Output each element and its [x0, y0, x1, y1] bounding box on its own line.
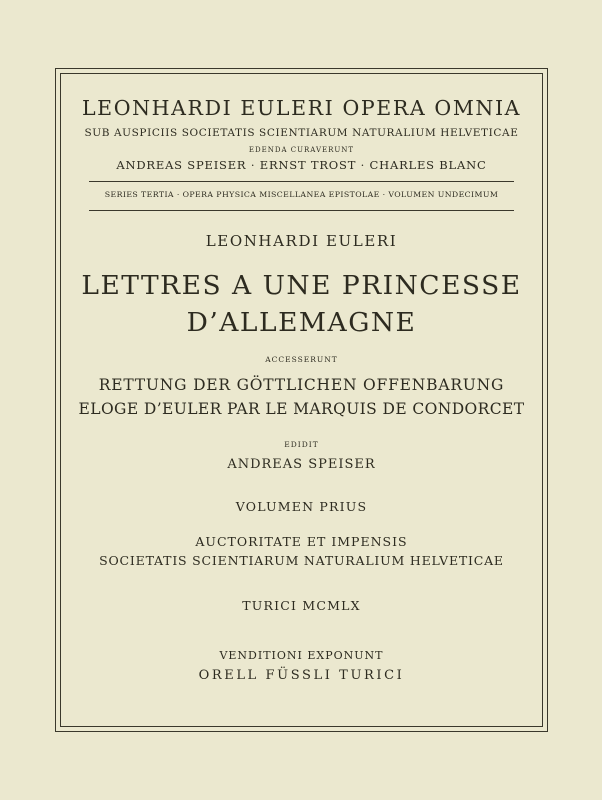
volume-number: VOLUMEN PRIUS — [235, 499, 368, 514]
accesserunt-label: ACCESSERUNT — [265, 355, 338, 364]
volume-editor: ANDREAS SPEISER — [227, 457, 376, 472]
collection-title: LEONHARDI EULERI OPERA OMNIA — [81, 96, 522, 120]
addition-line-2: ELOGE D’EULER PAR LE MARQUIS DE CONDORCET — [78, 400, 525, 418]
header-rule-top — [89, 181, 514, 182]
auctoritate-line-2: SOCIETATIS SCIENTIARUM NATURALIUM HELVETICAE — [99, 553, 504, 568]
publisher-name: ORELL FÜSSLI TURICI — [198, 668, 405, 683]
place-date: TURICI MCMLX — [242, 598, 361, 613]
work-title-line-1: LETTRES A UNE PRINCESSE — [81, 270, 522, 301]
header-rule-bottom — [89, 210, 514, 211]
series-editors: ANDREAS SPEISER · ERNST TROST · CHARLES BLANC — [116, 158, 487, 172]
auspices-line: SUB AUSPICIIS SOCIETATIS SCIENTIARUM NATURALIUM HELVETICAE — [84, 127, 519, 139]
work-title-line-2: D’ALLEMAGNE — [186, 307, 417, 338]
addition-line-1: RETTUNG DER GÖTTLICHEN OFFENBARUNG — [98, 376, 505, 394]
edidit-label: EDIDIT — [284, 440, 319, 449]
series-line: SERIES TERTIA · OPERA PHYSICA MISCELLANEA EPISTOLAE · VOLUMEN UNDECIMUM — [104, 190, 499, 199]
edenda-label: EDENDA CURAVERUNT — [248, 146, 355, 154]
inner-frame — [60, 73, 543, 727]
auctoritate-line-1: AUCTORITATE ET IMPENSIS — [195, 534, 408, 549]
outer-frame — [55, 68, 548, 732]
venditioni-line: VENDITIONI EXPONUNT — [219, 649, 384, 662]
author-name: LEONHARDI EULERI — [205, 232, 398, 250]
